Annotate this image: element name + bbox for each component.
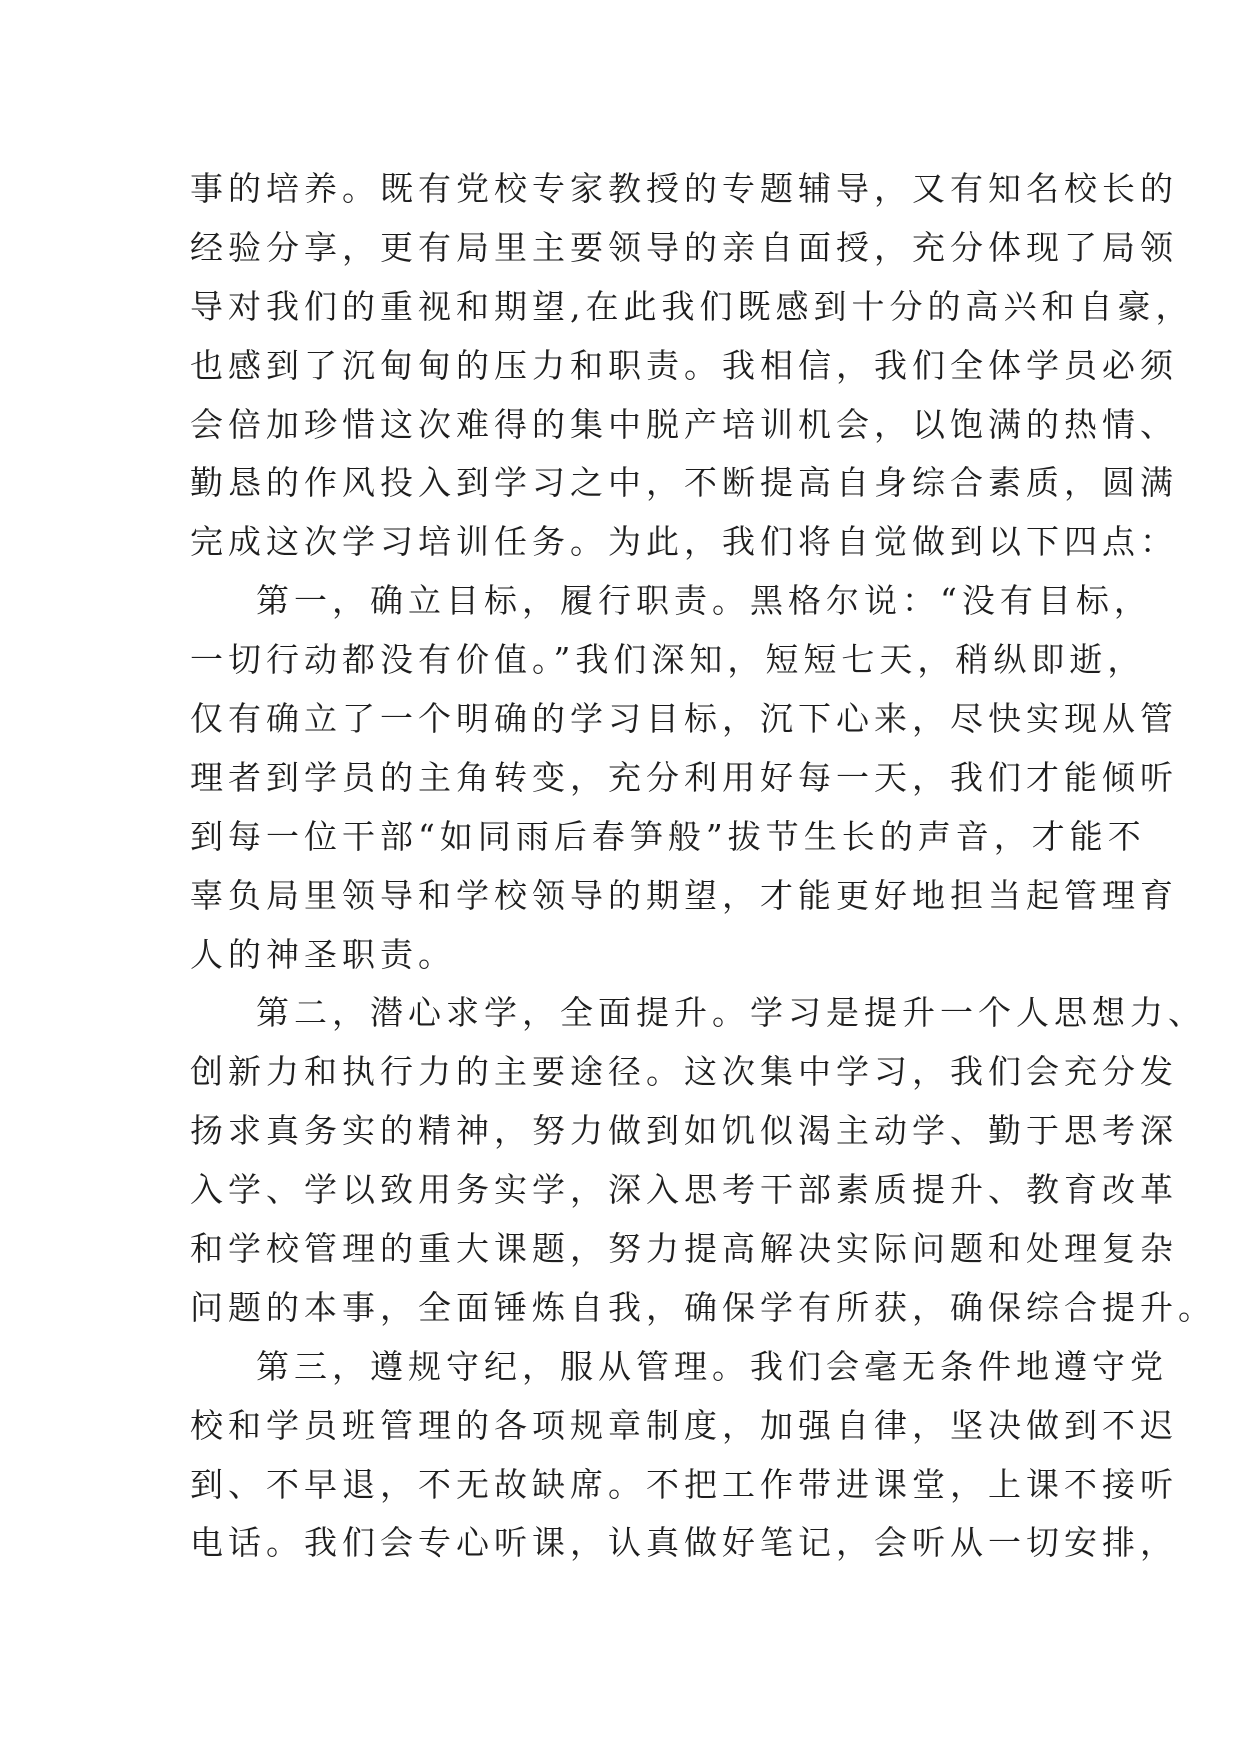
text-line: 理者到学员的主角转变，充分利用好每一天，我们才能倾听	[190, 757, 1178, 797]
text-line: 电话。我们会专心听课，认真做好笔记，会听从一切安排，	[190, 1523, 1178, 1563]
text-line: 校和学员班管理的各项规章制度，加强自律，坚决做到不迟	[190, 1405, 1178, 1445]
text-line: 扬求真务实的精神，努力做到如饥似渴主动学、勤于思考深	[190, 1111, 1178, 1151]
text-line: 事的培养。既有党校专家教授的专题辅导，又有知名校长的	[190, 169, 1178, 208]
text-line: 会倍加珍惜这次难得的集中脱产培训机会，以饱满的热情、	[190, 404, 1178, 444]
text-line: 人的神圣职责。	[190, 934, 456, 974]
text-line: 导对我们的重视和期望,在此我们既感到十分的高兴和自豪，	[190, 286, 1194, 326]
paragraph-first-line: 第一，确立目标，履行职责。黑格尔说：“没有目标，	[256, 581, 1152, 621]
text-line: 也感到了沉甸甸的压力和职责。我相信，我们全体学员必须	[190, 345, 1178, 385]
text-line: 创新力和执行力的主要途径。这次集中学习，我们会充分发	[190, 1052, 1178, 1092]
text-line: 和学校管理的重大课题，努力提高解决实际问题和处理复杂	[190, 1229, 1178, 1269]
paragraph-first-line: 第三，遵规守纪，服从管理。我们会毫无条件地遵守党	[256, 1346, 1168, 1386]
text-line: 勤恳的作风投入到学习之中，不断提高自身综合素质，圆满	[190, 463, 1178, 503]
text-line: 仅有确立了一个明确的学习目标，沉下心来，尽快实现从管	[190, 699, 1178, 739]
text-line: 入学、学以致用务实学，深入思考干部素质提升、教育改革	[190, 1170, 1178, 1210]
text-line: 完成这次学习培训任务。为此，我们将自觉做到以下四点：	[190, 522, 1178, 562]
text-line: 经验分享，更有局里主要领导的亲自面授，充分体现了局领	[190, 227, 1178, 267]
paragraph-first-line: 第二，潜心求学，全面提升。学习是提升一个人思想力、	[256, 993, 1206, 1033]
body-text	[190, 160, 1216, 1573]
text-line: 到、不早退，不无故缺席。不把工作带进课堂，上课不接听	[190, 1464, 1178, 1504]
text-line: 问题的本事，全面锤炼自我，确保学有所获，确保综合提升。	[190, 1287, 1216, 1327]
text-line: 到每一位干部“如同雨后春笋般”拔节生长的声音，才能不	[190, 816, 1146, 856]
text-line: 辜负局里领导和学校领导的期望，才能更好地担当起管理育	[190, 875, 1178, 915]
text-line: 一切行动都没有价值。”我们深知，短短七天，稍纵即逝，	[190, 640, 1146, 680]
